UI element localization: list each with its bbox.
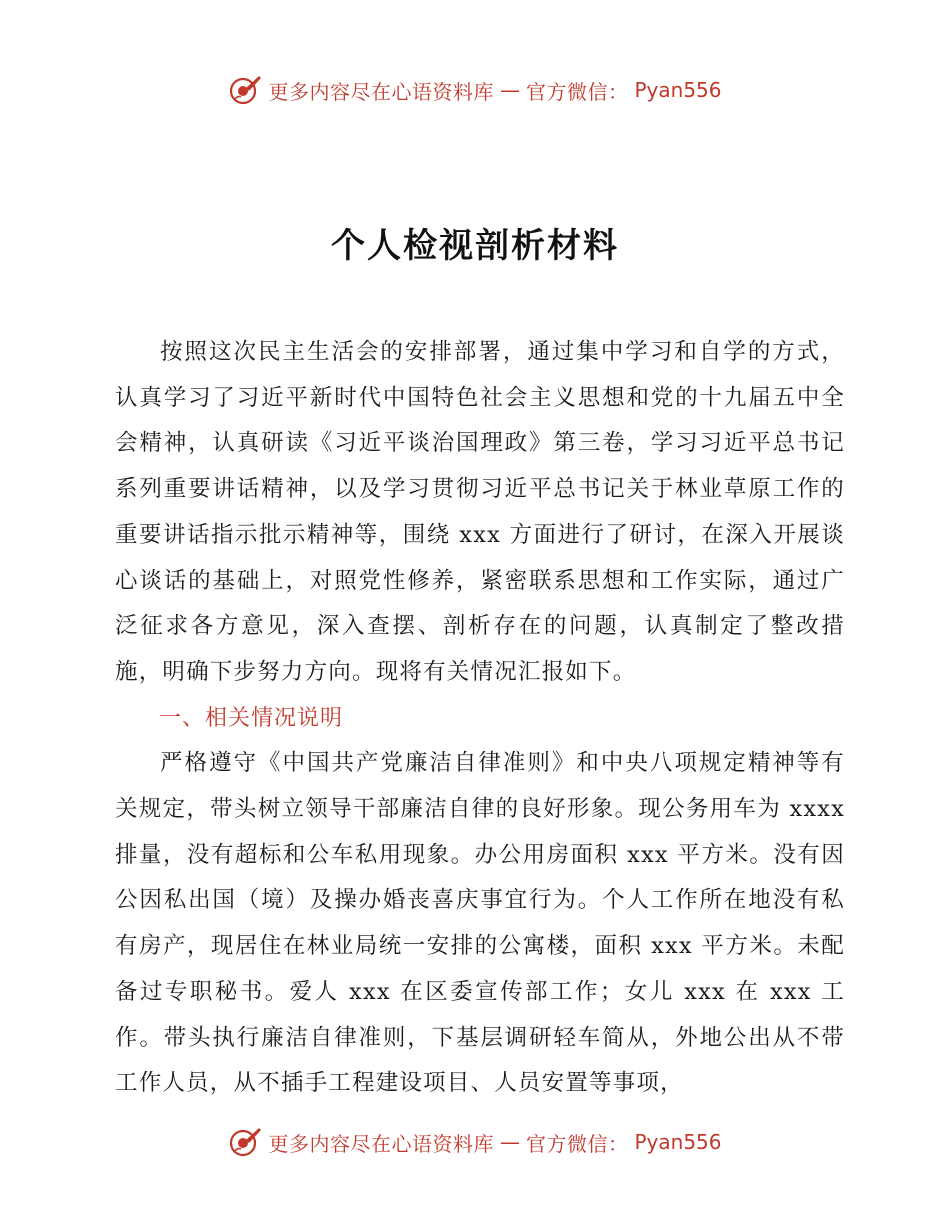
section-heading: 一、相关情况说明 <box>159 705 344 731</box>
document-body <box>115 330 845 1107</box>
brush-logo-icon <box>228 73 262 107</box>
watermark-separator: — <box>499 78 520 102</box>
header-watermark <box>0 70 950 110</box>
document-title: 个人检视剖析材料 <box>331 226 619 266</box>
watermark-text: 更多内容尽在心语资料库 <box>268 1131 494 1156</box>
section-paragraph: 严格遵守《中国共产党廉洁自律准则》和中央八项规定精神等有关规定，带头树立领导干部廉洁自律的良好形象。现公务用车为 xxxx 排量，没有超标和公车私用现象。办公用房面积 xxx 平方米。没有因公因私出国（境）及操办婚丧喜庆事宜行为。个人工作所在地没有私有房产，现居住在林业局统一安排的公寓楼，面积 xxx 平方米。未配备过专职秘书。爱人 xxx 在区委宣传部工作；女儿 xxx 在 xxx 工作。带头执行廉洁自律准则，下基层调研轻车简从，外地公出从不带工作人员，从不插手工程建设项目、人员安置等事项， <box>115 750 845 1097</box>
watermark-label: 官方微信： <box>525 79 629 104</box>
watermark-id: Pyan556 <box>634 1130 722 1154</box>
watermark-separator: — <box>499 1130 520 1154</box>
brush-logo-icon <box>228 1125 262 1159</box>
intro-paragraph: 按照这次民主生活会的安排部署，通过集中学习和自学的方式，认真学习了习近平新时代中国特色社会主义思想和党的十九届五中全会精神，认真研读《习近平谈治国理政》第三卷，学习习近平总书记系列重要讲话精神，以及学习贯彻习近平总书记关于林业草原工作的重要讲话指示批示精神等，围绕 xxx 方面进行了研讨，在深入开展谈心谈话的基础上，对照党性修养，紧密联系思想和工作实际，通过广泛征求各方意见，深入查摆、剖析存在的问题，认真制定了整改措施，明确下步努力方向。现将有关情况汇报如下。 <box>115 339 845 685</box>
watermark-text: 更多内容尽在心语资料库 <box>268 79 494 104</box>
watermark-id: Pyan556 <box>634 78 722 102</box>
watermark-label: 官方微信： <box>525 1131 629 1156</box>
footer-watermark <box>0 1122 950 1162</box>
